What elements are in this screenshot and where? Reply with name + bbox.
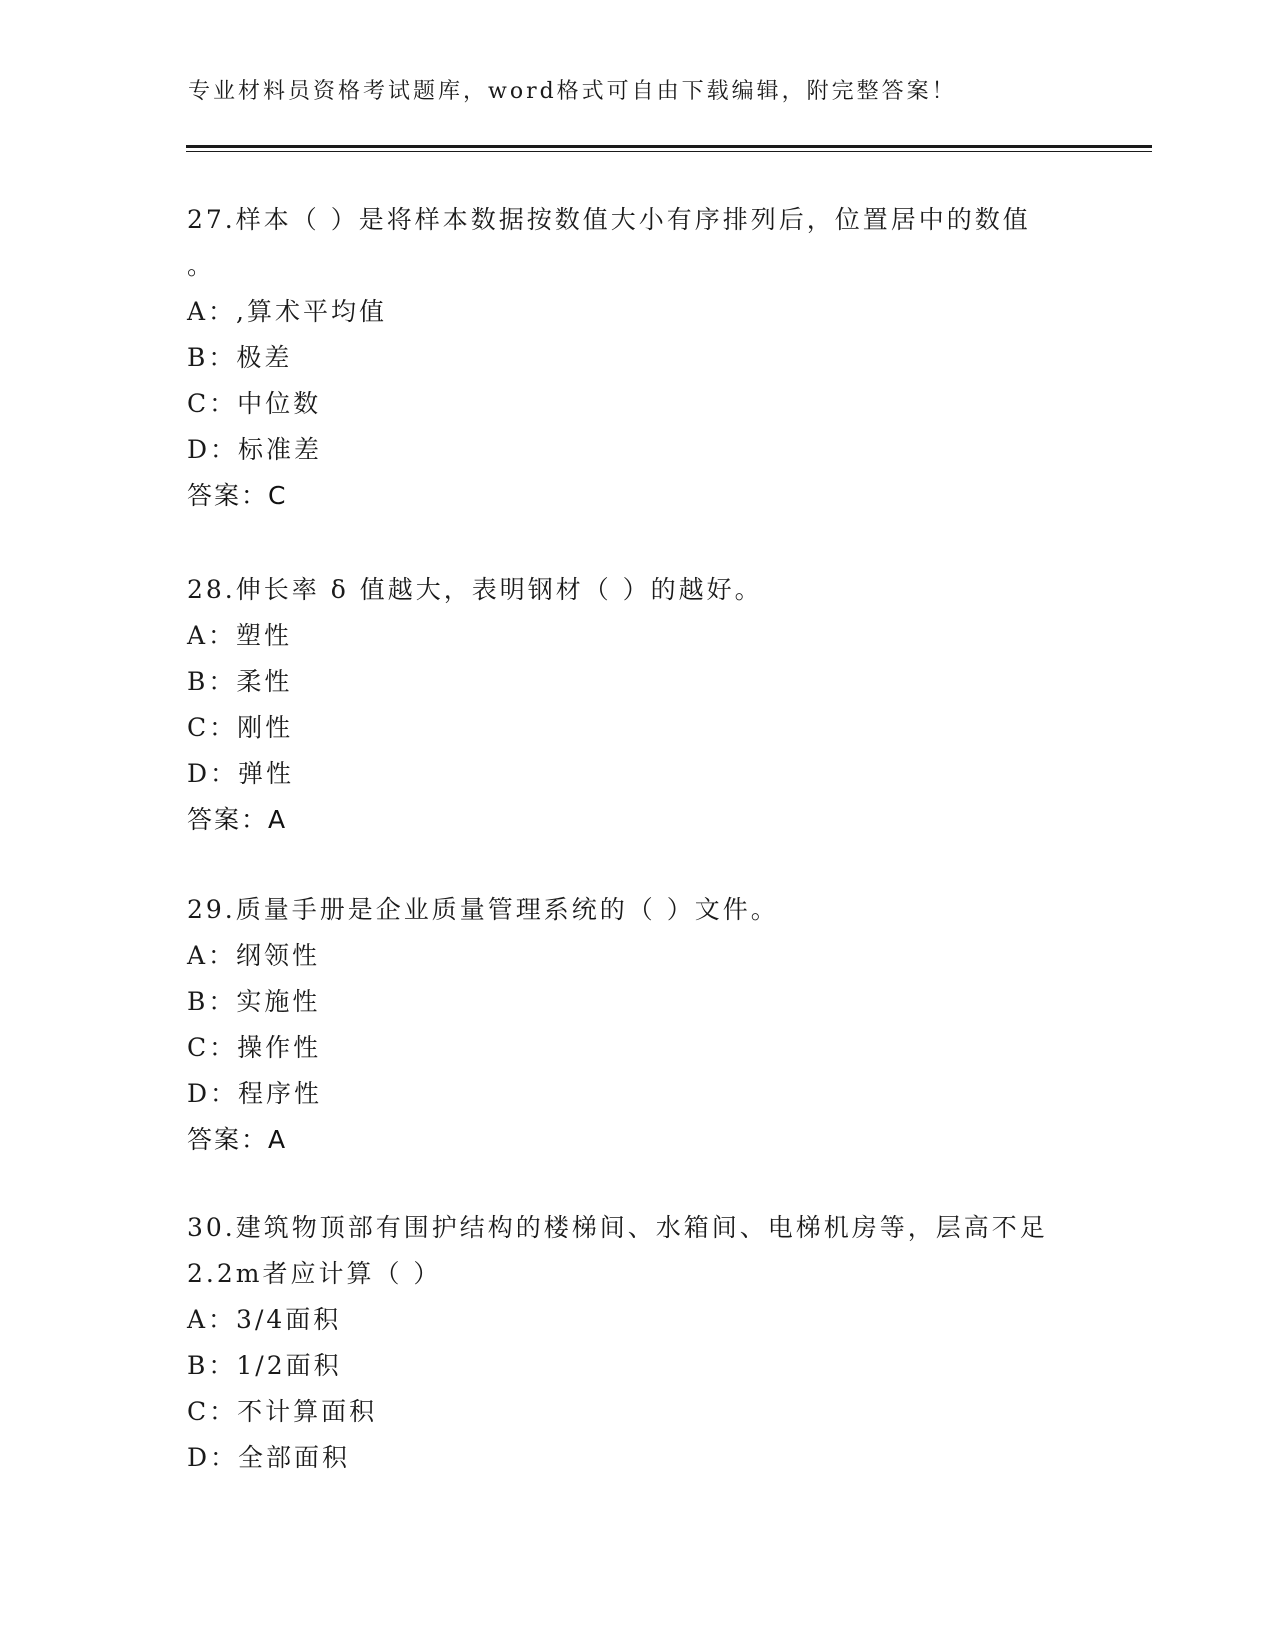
option-c: C：操作性 [187,1033,322,1062]
question-28 [187,567,1107,843]
header-rule-thin [186,151,1152,152]
question-stem: 30.建筑物顶部有围护结构的楼梯间、水箱间、电梯机房等，层高不足 [187,1213,1048,1242]
option-a: A：纲领性 [187,941,321,970]
option-d: D：全部面积 [187,1443,351,1472]
option-c: C：不计算面积 [187,1397,378,1426]
answer-label: 答案：A [187,1125,288,1154]
option-b: B：柔性 [187,667,293,696]
question-stem-continued: 。 [187,251,216,280]
option-a: A：3/4面积 [187,1305,342,1334]
option-b: B：1/2面积 [187,1351,342,1380]
option-c: C：中位数 [187,389,322,418]
answer-label: 答案：A [187,805,288,834]
page-header: 专业材料员资格考试题库，word格式可自由下载编辑，附完整答案！ [188,79,957,104]
question-27 [187,197,1107,519]
option-d: D：程序性 [187,1079,323,1108]
question-stem: 29.质量手册是企业质量管理系统的（ ）文件。 [187,895,779,924]
option-b: B：极差 [187,343,293,372]
option-c: C：刚性 [187,713,294,742]
option-a: A：塑性 [187,621,293,650]
question-stem: 28.伸长率 δ 值越大，表明钢材（ ）的越好。 [187,575,763,604]
question-stem-continued: 2.2m者应计算（ ） [187,1259,442,1288]
option-d: D：标准差 [187,435,323,464]
question-30 [187,1205,1107,1481]
question-stem: 27.样本（ ）是将样本数据按数值大小有序排列后，位置居中的数值 [187,205,1031,234]
header-rule-thick [186,145,1152,148]
question-29 [187,887,1107,1163]
option-d: D：弹性 [187,759,295,788]
answer-label: 答案：C [187,481,288,510]
option-b: B：实施性 [187,987,321,1016]
option-a: A：,算术平均值 [187,297,388,326]
